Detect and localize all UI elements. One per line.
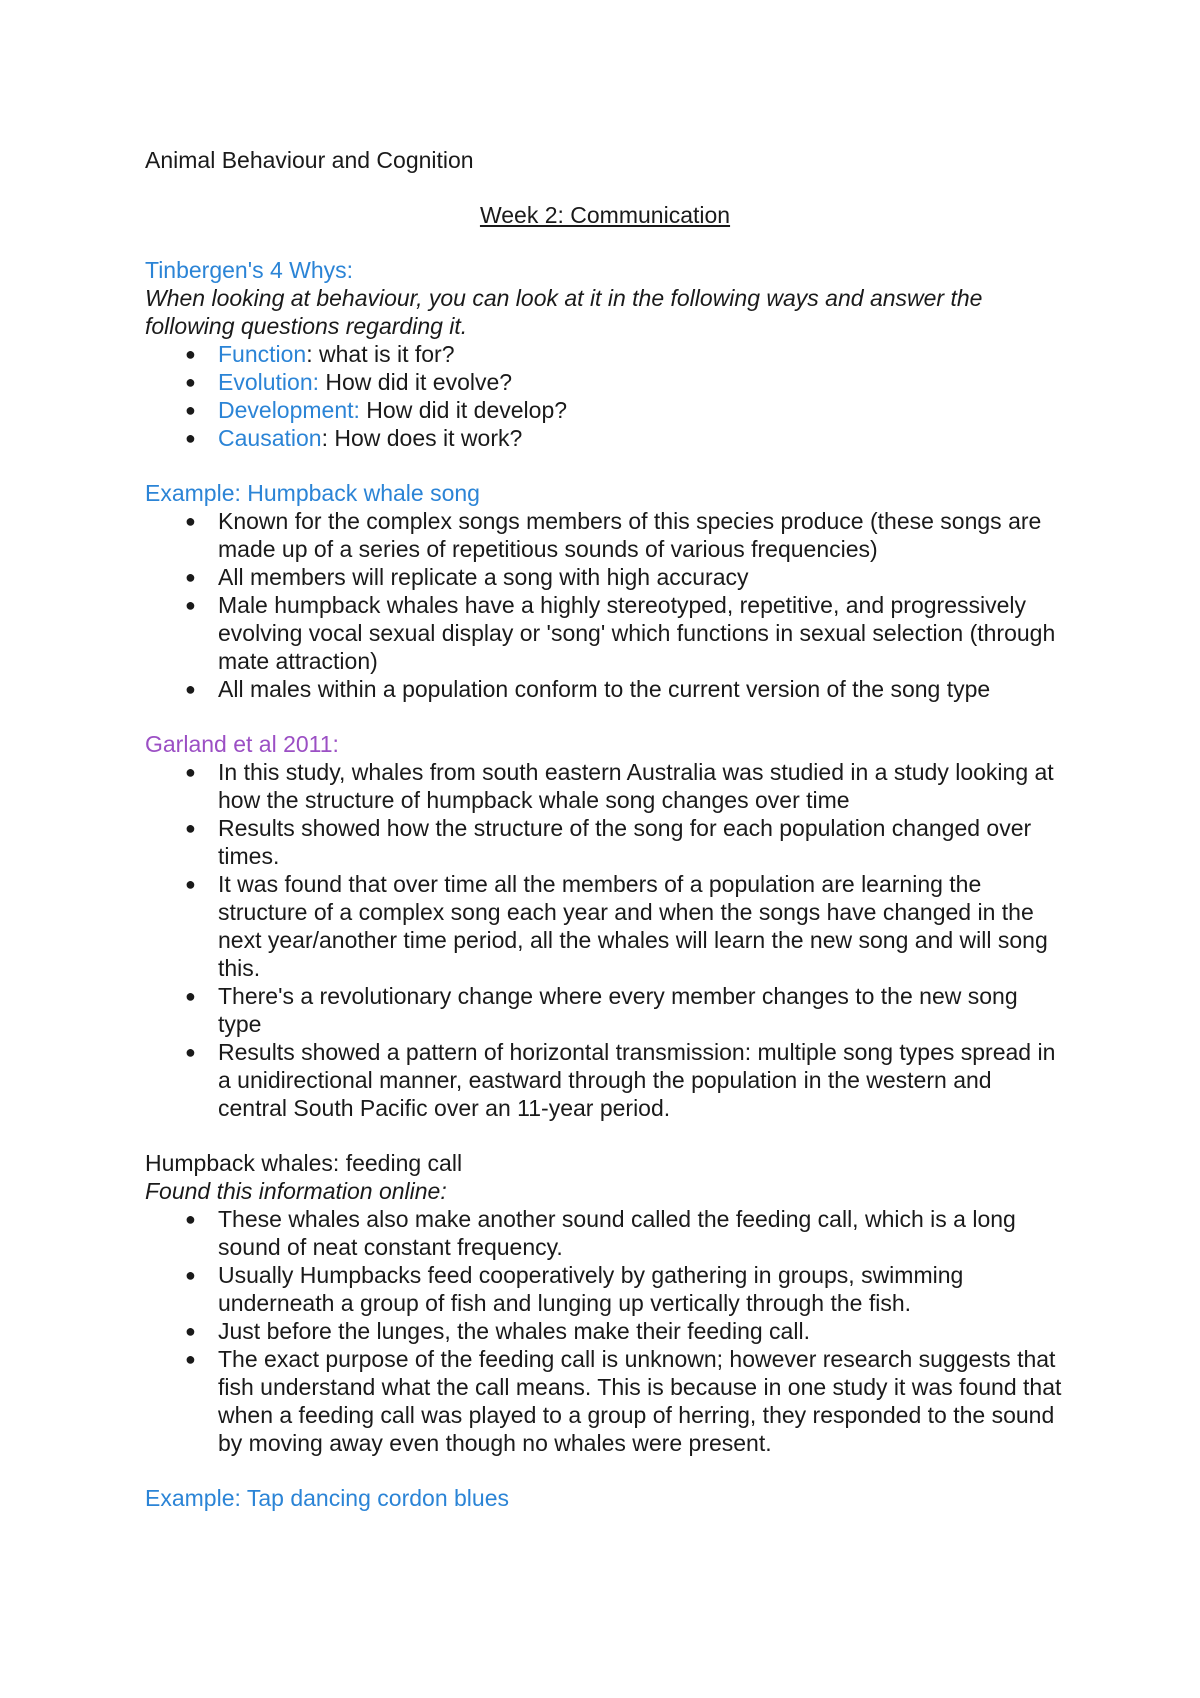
list-item <box>145 424 1065 452</box>
tinbergen-heading: Tinbergen's 4 Whys: <box>145 257 354 283</box>
garland-heading: Garland et al 2011: <box>145 731 339 757</box>
list-item <box>145 1317 1065 1345</box>
garland-section <box>145 730 1065 1122</box>
bullet-icon: ● <box>185 1209 196 1229</box>
bullet-icon: ● <box>185 818 196 838</box>
feeding-call-heading: Humpback whales: feeding call <box>145 1150 463 1176</box>
bullet-icon: ● <box>185 1321 196 1341</box>
bullet-icon: ● <box>185 986 196 1006</box>
term-desc: : How does it work? <box>321 425 523 451</box>
term-causation: Causation <box>218 425 322 451</box>
bullet-icon: ● <box>185 567 196 587</box>
list-item <box>145 1205 1065 1261</box>
list-item-text: In this study, whales from south eastern Australia was studied in a study looking at how the structure of humpback whale song changes over time <box>218 759 1054 813</box>
tinbergen-intro: When looking at behaviour, you can look at it in the following ways and answer the following questions regarding it. <box>145 285 983 339</box>
bullet-icon: ● <box>185 679 196 699</box>
term-evolution: Evolution: <box>218 369 320 395</box>
list-item <box>145 870 1065 982</box>
term-desc: How did it evolve? <box>319 369 513 395</box>
bullet-icon: ● <box>185 428 196 448</box>
list-item <box>145 1345 1065 1457</box>
list-item <box>145 591 1065 675</box>
cordon-blues-heading: Example: Tap dancing cordon blues <box>145 1485 509 1511</box>
list-item <box>145 1038 1065 1122</box>
list-item <box>145 340 1065 368</box>
term-function: Function <box>218 341 307 367</box>
list-item-text: Results showed a pattern of horizontal transmission: multiple song types spread in a unidirectional manner, eastward through the population in the western and central South Pacific over an 11-year period. <box>218 1039 1056 1121</box>
list-item-text: There's a revolutionary change where every member changes to the new song type <box>218 983 1018 1037</box>
humpback-song-section <box>145 479 1065 703</box>
term-desc: : what is it for? <box>306 341 455 367</box>
list-item <box>145 368 1065 396</box>
tinbergen-section <box>145 256 1065 452</box>
bullet-icon: ● <box>185 511 196 531</box>
bullet-icon: ● <box>185 762 196 782</box>
feeding-call-list <box>145 1205 1065 1457</box>
list-item <box>145 758 1065 814</box>
tinbergen-list <box>145 340 1065 452</box>
bullet-icon: ● <box>185 1349 196 1369</box>
list-item-text: Usually Humpbacks feed cooperatively by gathering in groups, swimming underneath a group of fish and lunging up vertically through the fish. <box>218 1262 964 1316</box>
humpback-song-list <box>145 507 1065 703</box>
feeding-call-section <box>145 1149 1065 1457</box>
list-item <box>145 675 1065 703</box>
list-item-text: The exact purpose of the feeding call is unknown; however research suggests that fish understand what the call means. This is because in one study it was found that when a feeding call was played to a group of herring, they responded to the sound by moving away even though no whales were present. <box>218 1346 1062 1456</box>
bullet-icon: ● <box>185 1042 196 1062</box>
list-item <box>145 396 1065 424</box>
bullet-icon: ● <box>185 874 196 894</box>
list-item-text: It was found that over time all the members of a population are learning the structure of a complex song each year and when the songs have changed in the next year/another time period, all the whales will learn the new song and will song this. <box>218 871 1048 981</box>
list-item <box>145 814 1065 870</box>
list-item-text: All members will replicate a song with high accuracy <box>218 564 749 590</box>
list-item-text: Results showed how the structure of the song for each population changed over times. <box>218 815 1032 869</box>
term-desc: How did it develop? <box>359 397 568 423</box>
list-item <box>145 982 1065 1038</box>
bullet-icon: ● <box>185 595 196 615</box>
bullet-icon: ● <box>185 344 196 364</box>
list-item <box>145 563 1065 591</box>
bullet-icon: ● <box>185 372 196 392</box>
humpback-song-heading: Example: Humpback whale song <box>145 480 480 506</box>
bullet-icon: ● <box>185 1265 196 1285</box>
list-item-text: Known for the complex songs members of this species produce (these songs are made up of a series of repetitious sounds of various frequencies) <box>218 508 1042 562</box>
list-item <box>145 1261 1065 1317</box>
term-development: Development: <box>218 397 360 423</box>
list-item-text: Male humpback whales have a highly stereotyped, repetitive, and progressively evolving vocal sexual display or 'song' which functions in sexual selection (through mate attraction) <box>218 592 1056 674</box>
week-title: Week 2: Communication <box>479 202 731 228</box>
garland-list <box>145 758 1065 1122</box>
list-item-text: These whales also make another sound called the feeding call, which is a long sound of neat constant frequency. <box>218 1206 1016 1260</box>
list-item <box>145 507 1065 563</box>
list-item-text: Just before the lunges, the whales make their feeding call. <box>218 1318 810 1344</box>
document-page <box>145 146 1065 1512</box>
document-title: Animal Behaviour and Cognition <box>145 147 474 173</box>
feeding-call-intro: Found this information online: <box>145 1178 447 1204</box>
bullet-icon: ● <box>185 400 196 420</box>
list-item-text: All males within a population conform to the current version of the song type <box>218 676 991 702</box>
